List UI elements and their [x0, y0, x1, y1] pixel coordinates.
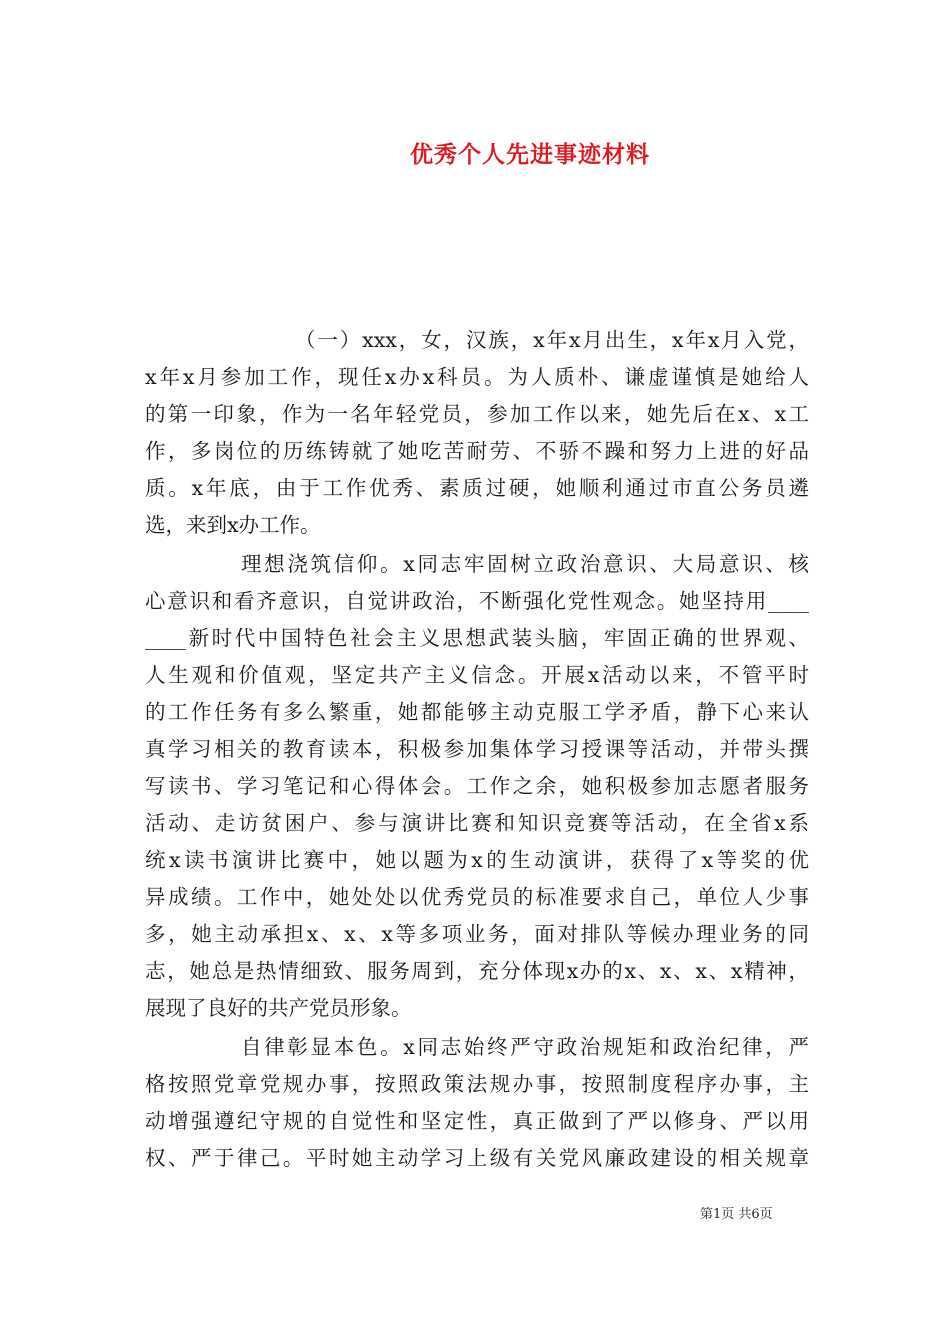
text-line: 格按照党章党规办事，按照政策法规办事，按照制度程序办事，主 — [145, 1072, 809, 1096]
text-line: 写读书、学习笔记和心得体会。工作之余，她积极参加志愿者服务 — [145, 774, 809, 798]
text-line: 心意识和看齐意识，自觉讲政治，不断强化党性观念。她坚持用____ — [145, 589, 809, 613]
paragraph-discipline — [145, 1029, 809, 1177]
text-line: 多，她主动承担x、x、x等多项业务，面对排队等候办理业务的同 — [145, 922, 809, 946]
text-line: 权、严于律己。平时她主动学习上级有关党风廉政建设的相关规章 — [145, 1146, 809, 1170]
text-line: 活动、走访贫困户、参与演讲比赛和知识竞赛等活动，在全省x系 — [145, 811, 809, 835]
text-line: x年x月参加工作，现任x办x科员。为人质朴、谦虚谨慎是她给人 — [145, 365, 809, 389]
text-line: ____新时代中国特色社会主义思想武装头脑，牢固正确的世界观、 — [145, 626, 809, 650]
text-line: 作，多岗位的历练铸就了她吃苦耐劳、不骄不躁和努力上进的好品 — [145, 439, 809, 463]
paragraph-intro — [145, 322, 809, 544]
text-line: 选，来到x办工作。 — [145, 513, 321, 537]
text-line: （一）xxx，女，汉族，x年x月出生，x年x月入党， — [295, 328, 809, 352]
page-number-footer: 第1页 共6页 — [700, 1207, 773, 1222]
text-line: 质。x年底，由于工作优秀、素质过硬，她顺利通过市直公务员遴 — [145, 476, 809, 500]
text-line: 展现了良好的共产党员形象。 — [145, 996, 412, 1020]
text-line: 真学习相关的教育读本，积极参加集体学习授课等活动，并带头撰 — [145, 737, 809, 761]
text-line: 异成绩。工作中，她处处以优秀党员的标准要求自己，单位人少事 — [145, 885, 809, 909]
text-line: 志，她总是热情细致、服务周到，充分体现x办的x、x、x、x精神， — [145, 959, 809, 983]
document-body — [145, 322, 809, 1179]
text-line: 动增强遵纪守规的自觉性和坚定性，真正做到了严以修身、严以用 — [145, 1109, 809, 1133]
text-line: 统x读书演讲比赛中，她以题为x的生动演讲，获得了x等奖的优 — [145, 848, 809, 872]
text-line: 的第一印象，作为一名年轻党员，参加工作以来，她先后在x、x工 — [145, 402, 809, 426]
text-line: 理想浇筑信仰。x同志牢固树立政治意识、大局意识、核 — [241, 552, 809, 576]
document-title: 优秀个人先进事迹材料 — [410, 141, 650, 168]
paragraph-ideals — [145, 546, 809, 1027]
text-line: 人生观和价值观，坚定共产主义信念。开展x活动以来，不管平时 — [145, 663, 809, 687]
text-line: 的工作任务有多么繁重，她都能够主动克服工学矛盾，静下心来认 — [145, 700, 809, 724]
text-line: 自律彰显本色。x同志始终严守政治规矩和政治纪律，严 — [241, 1035, 809, 1059]
